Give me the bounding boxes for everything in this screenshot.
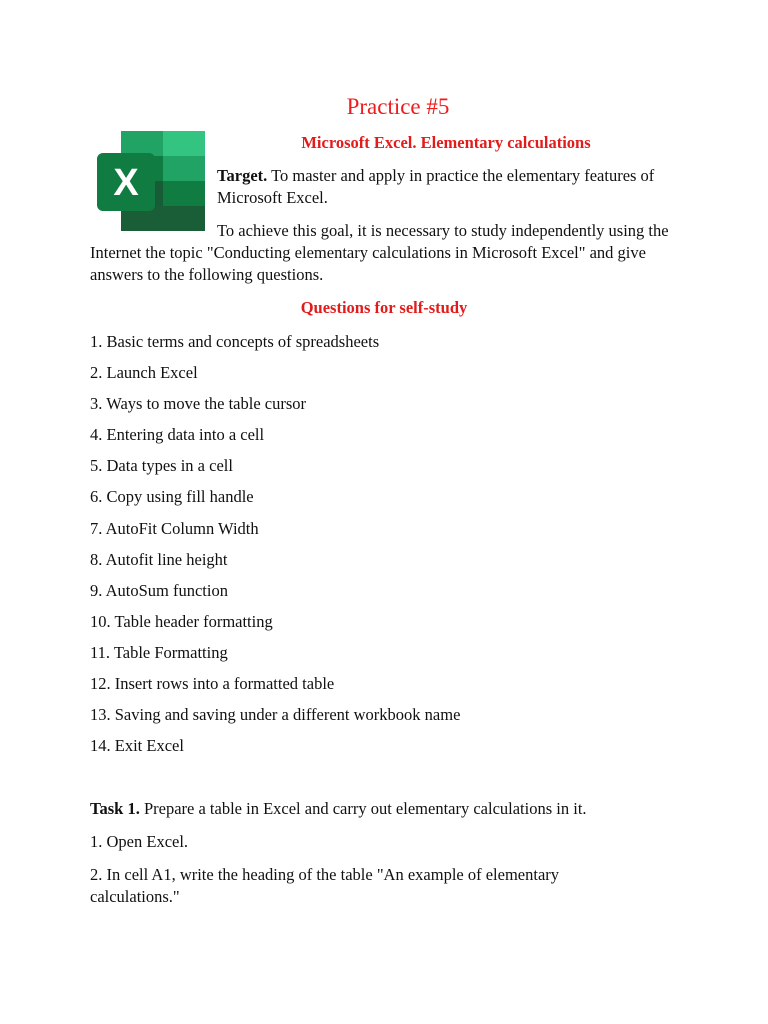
page-subtitle: Microsoft Excel. Elementary calculations xyxy=(301,133,591,152)
list-item: 9. AutoSum function xyxy=(90,580,228,600)
list-item: 10. Table header formatting xyxy=(90,611,273,631)
target-label: Target. xyxy=(217,166,268,185)
page-title: Practice #5 xyxy=(346,94,450,119)
task1-paragraph xyxy=(90,798,710,820)
list-item: 8. Autofit line height xyxy=(90,549,228,569)
task1-label: Task 1. xyxy=(90,799,140,818)
questions-heading: Questions for self-study xyxy=(300,298,468,317)
list-item: 12. Insert rows into a formatted table xyxy=(90,674,335,694)
task1-step: 1. Open Excel. xyxy=(90,832,189,851)
excel-logo-letter: X xyxy=(113,162,139,204)
list-item: 11. Table Formatting xyxy=(90,642,228,662)
questions-list xyxy=(90,331,460,766)
list-item: 7. AutoFit Column Width xyxy=(90,518,259,538)
list-item: 6. Copy using fill handle xyxy=(90,487,254,507)
task1-step: 2. In cell A1, write the heading of the table "An example of elementary calculations." xyxy=(90,865,560,906)
goal-paragraph xyxy=(90,220,690,286)
list-item: 2. Launch Excel xyxy=(90,363,198,383)
target-text: To master and apply in practice the elementary features of Microsoft Excel. xyxy=(217,166,655,207)
list-item: 4. Entering data into a cell xyxy=(90,425,265,445)
list-item: 13. Saving and saving under a different workbook name xyxy=(90,705,461,725)
task1-text: Prepare a table in Excel and carry out elementary calculations in it. xyxy=(139,799,587,818)
list-item: 14. Exit Excel xyxy=(90,736,184,756)
list-item: 3. Ways to move the table cursor xyxy=(90,394,307,414)
goal-text: To achieve this goal, it is necessary to study independently using the Internet the topic "Conducting elementary calculations in Microsoft Excel" and give answers to the following questions. xyxy=(90,221,669,284)
list-item: 1. Basic terms and concepts of spreadsheets xyxy=(90,332,380,351)
list-item: 5. Data types in a cell xyxy=(90,456,233,476)
target-paragraph xyxy=(217,165,687,209)
